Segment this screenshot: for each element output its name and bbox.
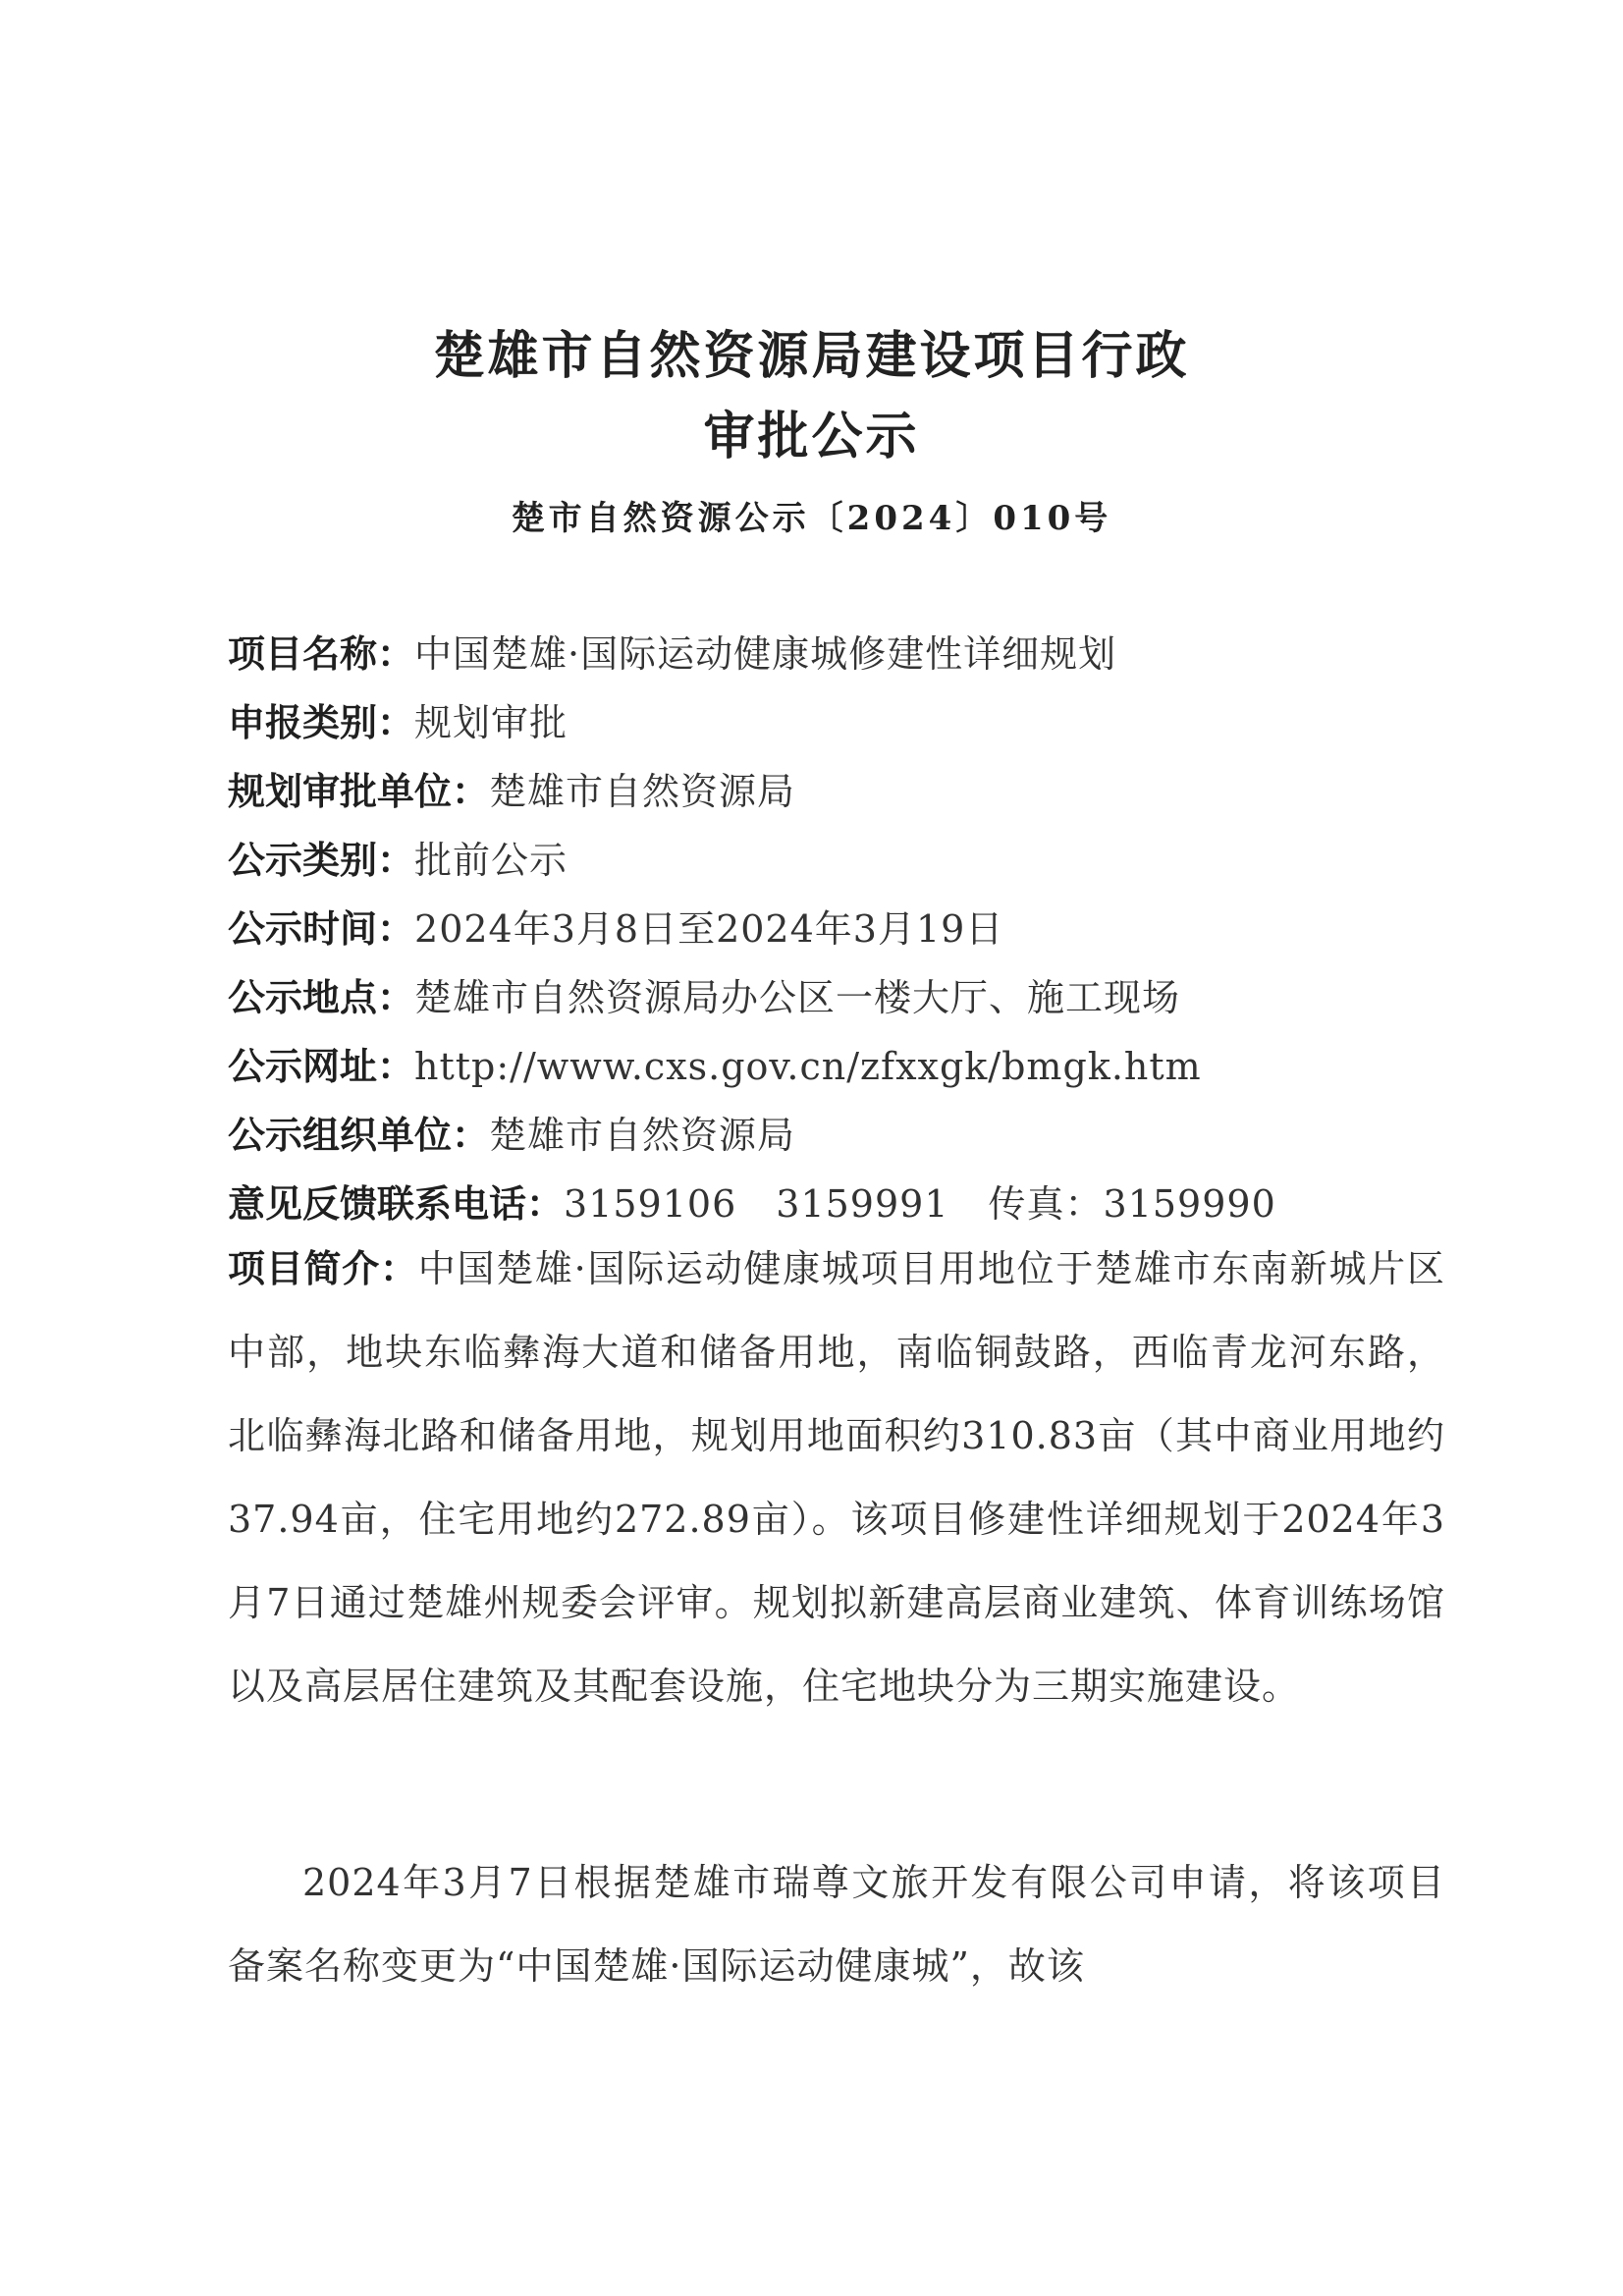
fax-label: 传真： <box>988 1182 1104 1226</box>
field-value: 楚雄市自然资源局 <box>489 1114 796 1157</box>
document-number: 楚市自然资源公示〔2024〕010号 <box>511 499 1112 538</box>
field-approval-unit <box>228 768 1445 815</box>
document-title-line1: 楚雄市自然资源局建设项目行政 <box>433 327 1190 386</box>
field-project-name <box>228 630 1445 678</box>
field-value: 楚雄市自然资源局办公区一楼大厅、施工现场 <box>414 976 1181 1019</box>
field-value: 批前公示 <box>414 839 568 882</box>
field-value: 2024年3月8日至2024年3月19日 <box>414 907 1004 951</box>
field-notice-location <box>228 974 1445 1021</box>
fax-number: 3159990 <box>1103 1182 1276 1226</box>
field-label: 申报类别： <box>228 701 415 744</box>
field-label: 公示组织单位： <box>228 1114 490 1157</box>
contact-phone1: 3159106 <box>564 1182 737 1226</box>
contact-label: 意见反馈联系电话： <box>228 1182 565 1226</box>
body-paragraph: 2024年3月7日根据楚雄市瑞尊文旅开发有限公司申请，将该项目备案名称变更为“中国楚雄·国际运动健康城”，故该 <box>228 1861 1445 1988</box>
field-label: 规划审批单位： <box>228 770 490 813</box>
field-label: 公示类别： <box>228 839 415 882</box>
field-notice-period <box>228 905 1445 953</box>
field-notice-url <box>228 1043 1445 1090</box>
contact-phone2: 3159991 <box>776 1182 949 1226</box>
field-value: http://www.cxs.gov.cn/zfxxgk/bmgk.htm <box>414 1045 1202 1088</box>
intro-text: 中国楚雄·国际运动健康城项目用地位于楚雄市东南新城片区中部，地块东临彝海大道和储备用地，南临铜鼓路，西临青龙河东路，北临彝海北路和储备用地，规划用地面积约310.83亩（其中商业用地约37.94亩，住宅用地约272.89亩）。该项目修建性详细规划于2024年3月7日通过楚雄州规委会评审。规划拟新建高层商业建筑、体育训练场馆以及高层居住建筑及其配套设施，住宅地块分为三期实施建设。 <box>228 1247 1445 1708</box>
field-label: 公示地点： <box>228 976 415 1019</box>
document-title-line2: 审批公示 <box>703 408 920 466</box>
field-value: 楚雄市自然资源局 <box>489 770 796 813</box>
field-notice-type <box>228 837 1445 884</box>
project-intro <box>228 1228 1445 1728</box>
field-label: 公示网址： <box>228 1045 415 1088</box>
field-application-type <box>228 699 1445 746</box>
intro-label: 项目简介： <box>228 1247 418 1290</box>
field-value: 规划审批 <box>414 701 568 744</box>
field-label: 项目名称： <box>228 632 415 676</box>
field-value: 中国楚雄·国际运动健康城修建性详细规划 <box>414 632 1117 676</box>
field-contact <box>228 1180 1445 1228</box>
field-organizer <box>228 1112 1445 1159</box>
field-label: 公示时间： <box>228 907 415 951</box>
